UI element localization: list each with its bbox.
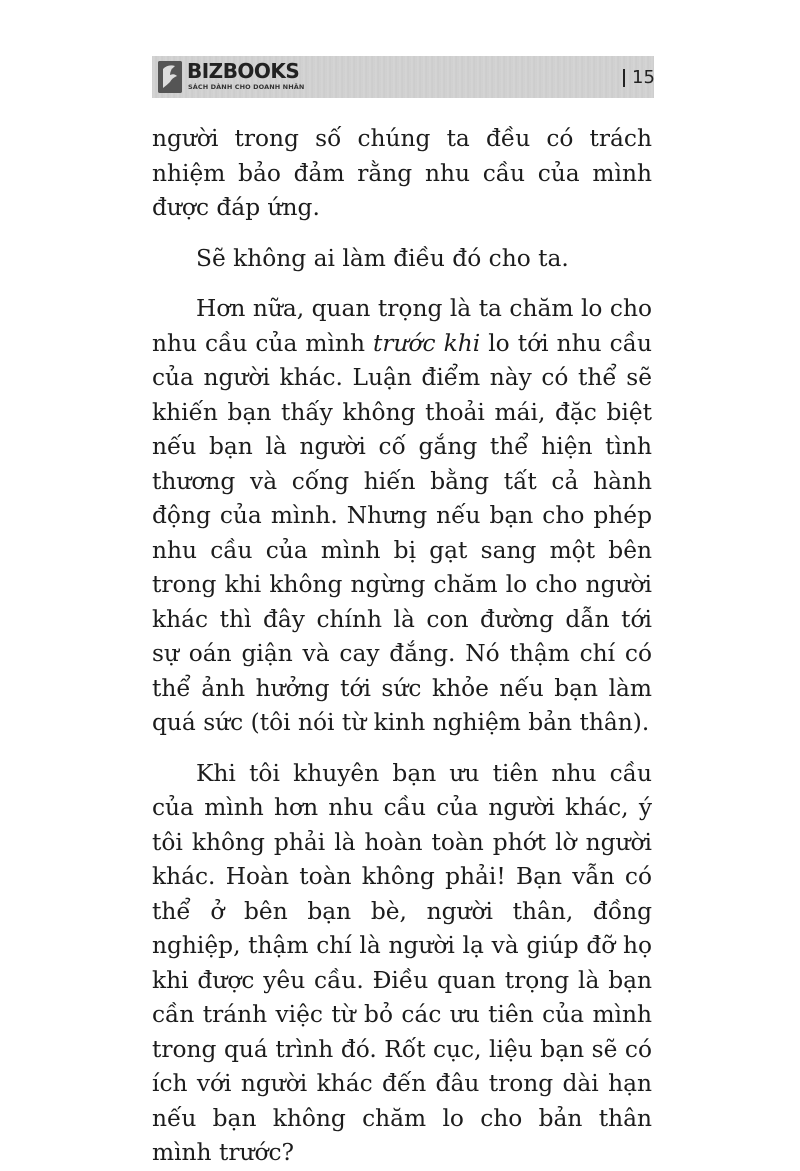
paragraph-text: Hơn nữa, quan trọng là ta chăm lo cho nhu cầu của mình (152, 295, 652, 357)
page-number: 15 (632, 67, 655, 88)
page-header (152, 56, 654, 98)
brand-tagline: SÁCH DÀNH CHO DOANH NHÂN (188, 83, 305, 91)
paragraph: Khi tôi khuyên bạn ưu tiên nhu cầu của mình hơn nhu cầu của người khác, ý tôi không phải là hoàn toàn phớt lờ người khác. Hoàn toàn không phải! Bạn vẫn có thể ở bên bạn bè, người thân, đồng nghiệp, thậm chí là người lạ và giúp đỡ họ khi được yêu cầu. Điều quan trọng là bạn cần tránh việc từ bỏ các ưu tiên của mình trong quá trình đó. Rốt cục, liệu bạn sẽ có ích với người khác đến đâu trong dài hạn nếu bạn không chăm lo cho bản thân mình trước? (152, 759, 652, 1166)
paragraph (152, 292, 652, 741)
bizbooks-logo-icon (158, 61, 182, 93)
brand-name: BIZBOOKS (187, 59, 300, 83)
paragraph-text: lo tới nhu cầu của người khác. Luận điểm này có thể sẽ khiến bạn thấy không thoải mái, đặc biệt nếu bạn là người cố gắng thể hiện tình thương và cống hiến bằng tất cả hành động của mình. Nhưng nếu bạn cho phép nhu cầu của mình bị gạt sang một bên trong khi không ngừng chăm lo cho người khác thì đây chính là con đường dẫn tới sự oán giận và cay đắng. Nó thậm chí có thể ảnh hưởng tới sức khỏe nếu bạn làm quá sức (tôi nói từ kinh nghiệm bản thân). (152, 329, 652, 736)
header-divider (623, 69, 625, 87)
emphasized-text: trước khi (372, 329, 481, 357)
page-body (152, 122, 652, 1171)
paragraph: Sẽ không ai làm điều đó cho ta. (196, 244, 569, 272)
paragraph: người trong số chúng ta đều có trách nhiệm bảo đảm rằng nhu cầu của mình được đáp ứng. (152, 125, 652, 221)
